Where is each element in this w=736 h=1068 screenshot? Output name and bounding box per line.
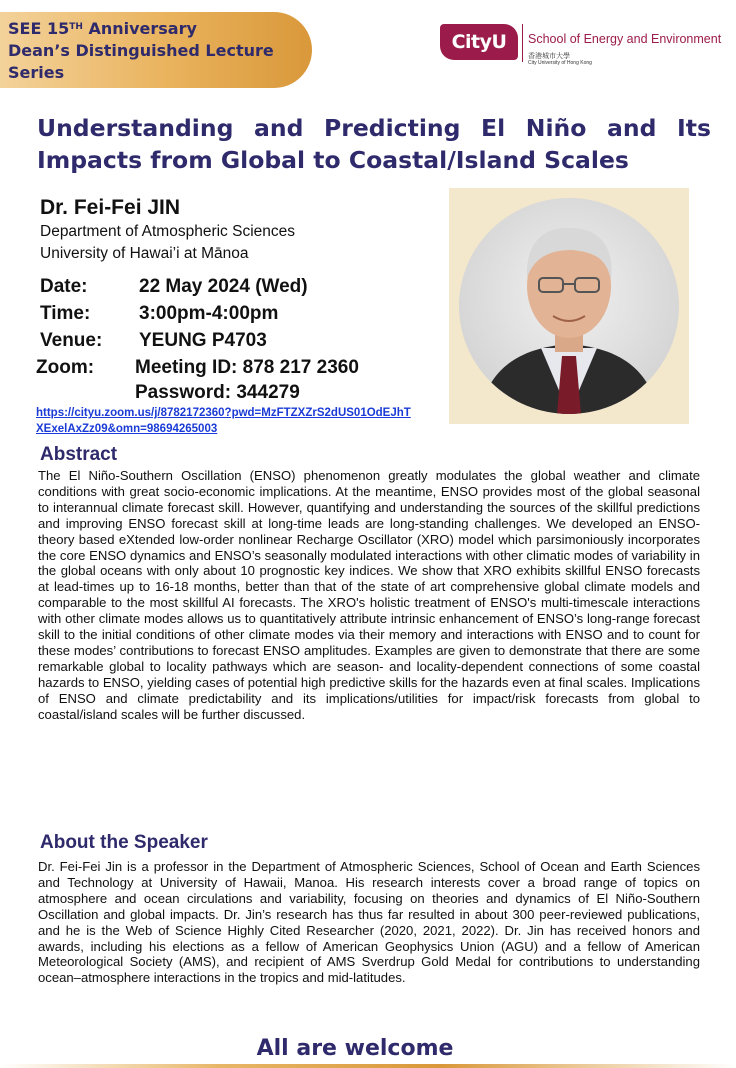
time-value: 3:00pm-4:00pm — [139, 303, 279, 324]
speaker-name: Dr. Fei-Fei JIN — [40, 196, 181, 219]
zoom-password: Password: 344279 — [135, 382, 300, 403]
series-banner-text — [8, 18, 308, 84]
about-speaker-heading: About the Speaker — [40, 832, 208, 853]
university-chinese-name: 香港城市大學 — [528, 53, 570, 60]
venue-value: YEUNG P4703 — [139, 330, 267, 351]
cityu-logo — [440, 18, 720, 68]
banner-line1-suffix: Anniversary — [82, 19, 197, 38]
logo-divider — [522, 24, 523, 62]
speaker-photo-frame — [449, 188, 689, 424]
university-name: City University of Hong Kong — [528, 60, 592, 66]
footer-decoration — [0, 1064, 736, 1068]
date-label: Date: — [40, 276, 88, 297]
zoom-meeting-id: Meeting ID: 878 217 2360 — [135, 357, 359, 378]
cityu-logo-mark: CityU — [440, 24, 518, 60]
banner-line1-sup: TH — [69, 22, 83, 32]
speaker-university: University of Hawai’i at Mānoa — [40, 245, 249, 262]
speaker-portrait-image — [459, 198, 679, 414]
lecture-title — [37, 112, 711, 176]
zoom-link[interactable]: https://cityu.zoom.us/j/8782172360?pwd=MzFTZXZrS2dUS01OdEJhTXExelAxZz09&omn=98694265003 — [36, 407, 411, 435]
banner-line1: SEE 15 — [8, 19, 70, 38]
speaker-department: Department of Atmospheric Sciences — [40, 223, 296, 240]
lecture-title-line1: Understanding and Predicting El Niño and Its — [37, 114, 711, 142]
banner-line3: Series — [8, 63, 65, 82]
about-speaker-text: Dr. Fei-Fei Jin is a professor in the Department of Atmospheric Sciences, School of Ocean and Earth Sciences and Technology at University of Hawaii, Manoa. His research interests cover a broad range of topics on atmosphere and ocean circulations and variability, focusing on theories and dynamics of El Niño-Southern Oscillation and global impacts. Dr. Jin’s research has thus far resulted in about 300 peer-reviewed publications, and he is the Web of Science Highly Cited Researcher (2020, 2021, 2022). Dr. Jin has received honors and awards, including his elections as a fellow of American Geophysics Union (AGU) and a fellow of American Meteorological Society (AMS), and recipient of AMS Sverdrup Gold Medal for contributions to understanding ocean–atmosphere interactions in the tropics and mid-latitudes. — [38, 859, 700, 986]
speaker-photo — [459, 198, 679, 414]
welcome-message: All are welcome — [256, 1036, 454, 1061]
date-value: 22 May 2024 (Wed) — [139, 276, 308, 297]
lecture-title-line2: Impacts from Global to Coastal/Island Scales — [37, 146, 629, 174]
zoom-label: Zoom: — [36, 357, 95, 378]
abstract-text: The El Niño-Southern Oscillation (ENSO) phenomenon greatly modulates the global weather and climate conditions with great socio-economic implications. At the meantime, ENSO provides most of the global seasonal to interannual climate forecast skill. However, quantifying and understanding the sources of the skillful predictions and improving ENSO forecast skill at long-time leads are long-standing challenges. We developed an ENSO-theory based eXtended low-order nonlinear Recharge Oscillator (XRO) model which parsimoniously incorporates the core ENSO dynamics and ENSO’s seasonally modulated interactions with other climatic modes of variability in the global oceans with only about 10 prognostic key indices. We show that XRO exhibits skillful ENSO forecasts at lead-times up to 16-18 months, better than that of the state of art comprehensive global climate models and comparable to the most skillful AI forecasts. The XRO's holistic treatment of ENSO's multi-timescale interactions with other climate modes allows us to quantitatively attribute intrinsic enhancement of ENSO’s long-range forecast skill to the initial conditions of other climate modes via their memory and interactions with ENSO and to count for these modes’ contributions to forecast ENSO amplitudes. Examples are given to demonstrate that there are some remarkable global to locality pathways which are season- and locality-dependent connections of some coastal hazards to ENSO, yielding cases of potential high predictive skills for the hazards even at final scales. Implications of ENSO and climate predictability and its implications/utilities for impact/risk forecasts from global to coastal/island scales will be further discussed. — [38, 468, 700, 722]
abstract-heading: Abstract — [40, 444, 118, 465]
venue-label: Venue: — [40, 330, 103, 351]
banner-line2: Dean’s Distinguished Lecture — [8, 41, 274, 60]
time-label: Time: — [40, 303, 91, 324]
school-name: School of Energy and Environment — [528, 32, 722, 46]
